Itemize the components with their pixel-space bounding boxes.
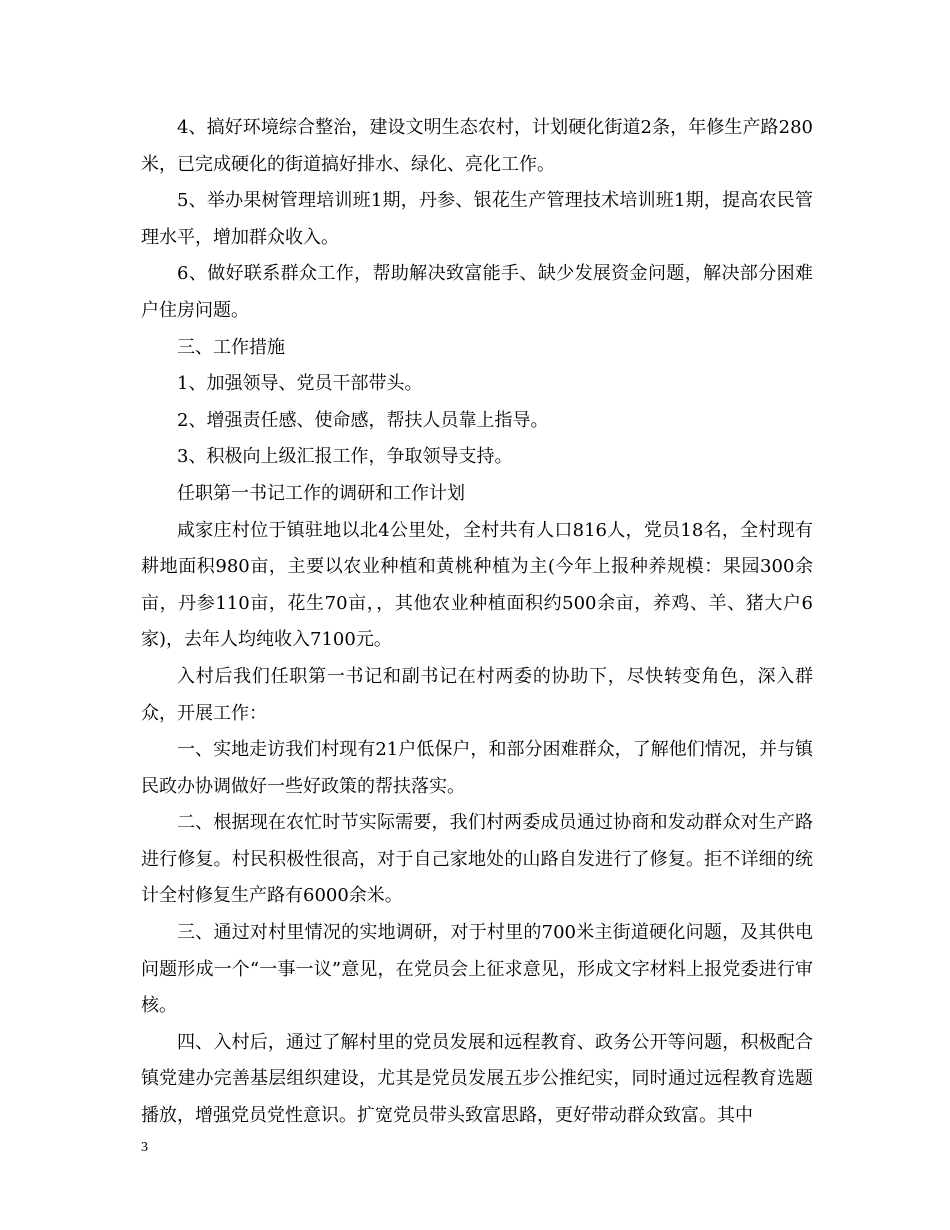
document-subtitle: 任职第一书记工作的调研和工作计划 [177, 482, 465, 504]
paragraph-3: 6、做好联系群众工作，帮助解决致富能手、缺少发展资金问题，解决部分困难户住房问题。 [141, 263, 813, 321]
section-heading-measures: 三、工作措施 [177, 336, 285, 358]
paragraph-9: 一、实地走访我们村现有21户低保户，和部分困难群众，了解他们情况，并与镇民政办协调做好一些好政策的帮扶落实。 [141, 739, 813, 797]
document-body [141, 110, 813, 1135]
paragraph-2: 5、举办果树管理培训班1期，丹参、银花生产管理技术培训班1期，提高农民管理水平，增加群众收入。 [141, 190, 813, 248]
paragraph-6: 3、积极向上级汇报工作，争取领导支持。 [177, 446, 513, 468]
paragraph-1: 4、搞好环境综合整治，建设文明生态农村，计划硬化街道2条，年修生产路280米，已完成硬化的街道搞好排水、绿化、亮化工作。 [141, 117, 813, 175]
paragraph-7: 咸家庄村位于镇驻地以北4公里处，全村共有人口816人，党员18名，全村现有耕地面积980亩，主要以农业种植和黄桃种植为主(今年上报种养规模：果园300余亩，丹参110亩，花生70亩，，其他农业种植面积约500余亩，养鸡、羊、猪大户6家)，去年人均纯收入7100元。 [141, 519, 813, 651]
page-number: 3 [141, 1140, 148, 1155]
paragraph-11: 三、通过对村里情况的实地调研，对于村里的700米主街道硬化问题，及其供电问题形成一个“一事一议”意见，在党员会上征求意见，形成文字材料上报党委进行审核。 [141, 922, 813, 1017]
paragraph-12: 四、入村后，通过了解村里的党员发展和远程教育、政务公开等问题，积极配合镇党建办完善基层组织建设，尤其是党员发展五步公推纪实，同时通过远程教育选题播放，增强党员党性意识。扩宽党员带头致富思路，更好带动群众致富。其中 [141, 1031, 813, 1127]
paragraph-10: 二、根据现在农忙时节实际需要，我们村两委成员通过协商和发动群众对生产路进行修复。村民积极性很高，对于自己家地处的山路自发进行了修复。拒不详细的统计全村修复生产路有6000余米。 [141, 812, 813, 907]
paragraph-8: 入村后我们任职第一书记和副书记在村两委的协助下，尽快转变角色，深入群众，开展工作： [141, 665, 813, 724]
paragraph-4: 1、加强领导、党员干部带头。 [177, 373, 423, 395]
paragraph-5: 2、增强责任感、使命感，帮扶人员靠上指导。 [177, 409, 549, 431]
